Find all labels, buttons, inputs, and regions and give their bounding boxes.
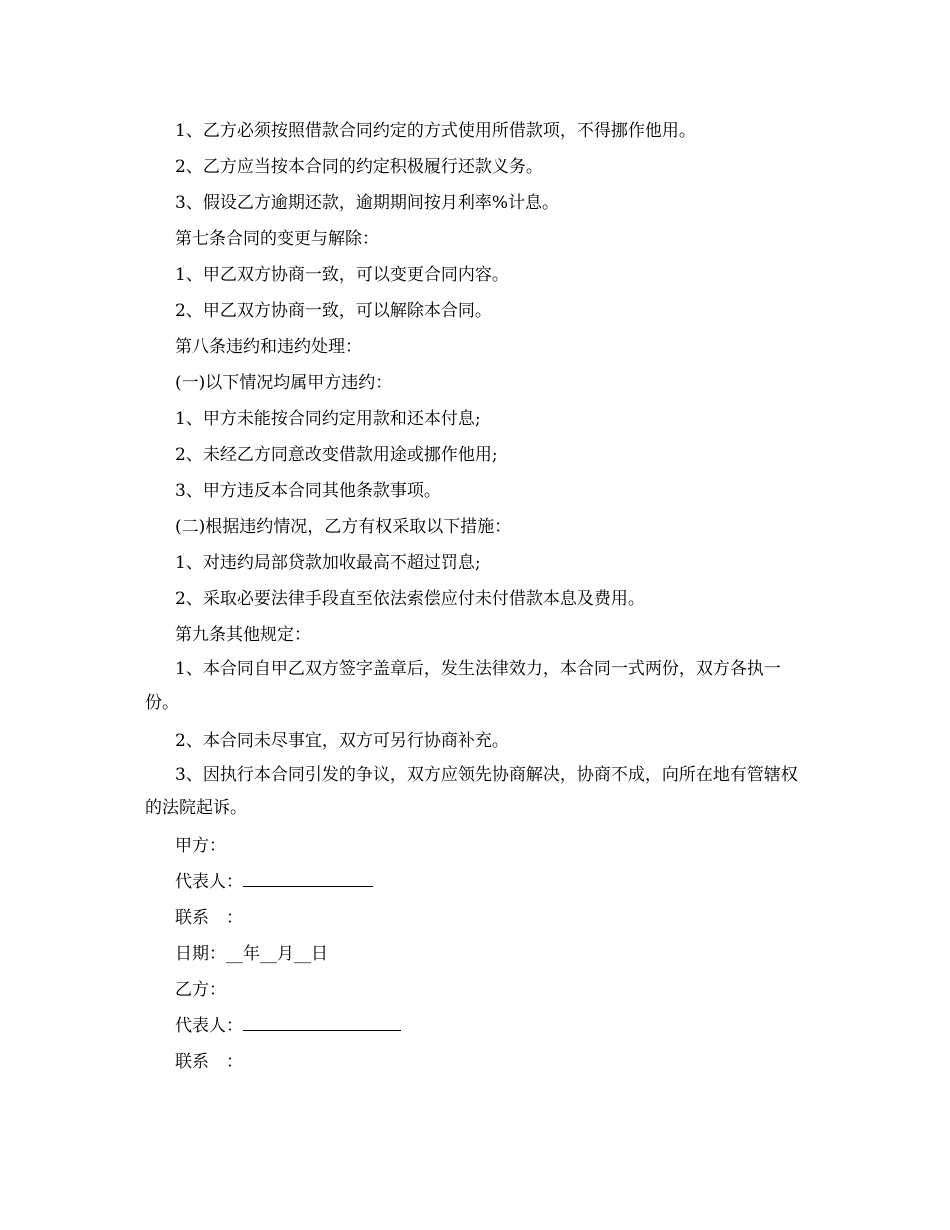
party-b-rep-blank-line bbox=[243, 1010, 401, 1031]
paragraph: 1、甲方未能按合同约定用款和还本付息; bbox=[175, 409, 481, 429]
paragraph: 2、本合同未尽事宜，双方可另行协商补充。 bbox=[175, 730, 509, 751]
paragraph: 3、因执行本合同引发的争议，双方应领先协商解决，协商不成，向所在地有管辖权的法院起诉。 bbox=[145, 764, 798, 818]
paragraph: 3、假设乙方逾期还款，逾期期间按月利率%计息。 bbox=[175, 193, 559, 213]
paragraph: 3、甲方违反本合同其他条款事项。 bbox=[175, 481, 441, 501]
party-a-rep-label: 代表人： bbox=[175, 872, 243, 892]
paragraph: 1、乙方必须按照借款合同约定的方式使用所借款项，不得挪作他用。 bbox=[175, 121, 696, 141]
paragraph: 1、本合同自甲乙双方签字盖章后，发生法律效力，本合同一式两份，双方各执一份。 bbox=[145, 659, 781, 713]
subsection-heading: (二)根据违约情况，乙方有权采取以下措施： bbox=[175, 517, 512, 537]
date-line bbox=[145, 936, 805, 972]
section-heading-8: 第八条违约和违约处理： bbox=[175, 337, 362, 357]
party-b-rep-label: 代表人： bbox=[175, 1016, 243, 1036]
paragraph: 1、甲乙双方协商一致，可以变更合同内容。 bbox=[175, 265, 509, 285]
party-b-representative bbox=[145, 1008, 805, 1044]
party-a-rep-blank-line bbox=[243, 866, 373, 887]
paragraph: 2、甲乙双方协商一致，可以解除本合同。 bbox=[175, 301, 492, 321]
paragraph: 2、乙方应当按本合同的约定积极履行还款义务。 bbox=[175, 157, 543, 177]
date-label: 日期： bbox=[175, 944, 226, 964]
party-a-label: 甲方： bbox=[175, 836, 226, 856]
paragraph: 1、对违约局部贷款加收最高不超过罚息; bbox=[175, 553, 481, 573]
party-a-representative bbox=[145, 864, 805, 900]
party-b-contact-label: 联系 ： bbox=[175, 1052, 243, 1072]
party-b-label: 乙方： bbox=[175, 980, 226, 1000]
paragraph: 2、采取必要法律手段直至依法索偿应付未付借款本息及费用。 bbox=[175, 589, 645, 609]
subsection-heading: (一)以下情况均属甲方违约： bbox=[175, 373, 393, 393]
date-text: __年__月__日 bbox=[226, 944, 328, 964]
signature-block bbox=[145, 828, 805, 1080]
paragraph: 2、未经乙方同意改变借款用途或挪作他用; bbox=[175, 445, 498, 465]
party-a-contact-label: 联系 ： bbox=[175, 908, 243, 928]
section-heading-7: 第七条合同的变更与解除： bbox=[175, 229, 379, 249]
contract-body bbox=[145, 113, 805, 1080]
section-heading-9: 第九条其他规定： bbox=[175, 625, 311, 645]
